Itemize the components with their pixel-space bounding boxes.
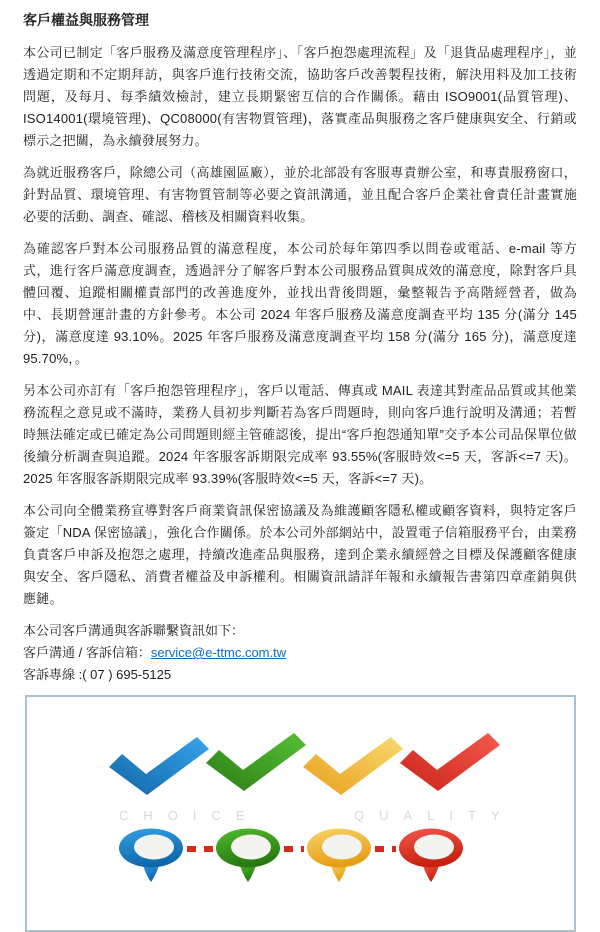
paragraph-service-offices: 為就近服務客戶，除總公司（高雄園區廠），並於北部設有客服專責辦公室，和專責服務窗口，針對品質、環境管理、有害物質管制等必要之資訊溝通，並且配合客戶企業社會責任計畫實施必要的活動、調查、確認、稽核及相關資料收集。 — [23, 165, 577, 224]
paragraph-nda-privacy: 本公司向全體業務宣導對客戶商業資訊保密協議及為維護顧客隱私權或顧客資料，與特定客戶簽定「NDA 保密協議」，強化合作關係。於本公司外部網站中，設置電子信箱服務平台，由業務負責客戶申訴及抱怨之處理，持續改進產品與服務，達到企業永續經營之目標及保護顧客健康與安全、客戶隱私、消費者權益及申訴權利。相關資訊請詳年報和永續報告書第四章產銷與供應鏈。 — [23, 503, 577, 606]
paragraph-service-procedures: 本公司已制定「客戶服務及滿意度管理程序」、「客戶抱怨處理流程」及「退貨品處理程序」，並透過定期和不定期拜訪，與客戶進行技術交流，協助客戶改善製程技術，解決用料及加工技術問題，及每月、每季績效檢討，建立長期緊密互信的合作關係。藉由 ISO9001(品質管理)、ISO14001(環境管理)、QC08000(有害物質管理)，落實產品與服務之客戶健康與安全、行銷或標示之把關，為永續發展努力。 — [23, 45, 577, 148]
blue-checkmark-icon — [109, 737, 209, 795]
paragraph-complaint-procedure: 另本公司亦訂有「客戶抱怨管理程序」，客戶以電話、傳真或 MAIL 表達其對產品品質或其他業務流程之意見或不滿時，業務人員初步判斷若為客戶問題時，則向客戶進行說明及溝通；若暫時無法確定或已確定為公司問題則經主管確認後，提出“客戶抱怨通知單”交予本公司品保單位做後續分析調查與追蹤。2024 年客服客訴期限完成率 93.55%(客服時效<=5 天，客訴<=7 天)。2025 年客服客訴期限完成率 93.39%(客服時效<=5 天，客訴<=7 天)。 — [23, 383, 577, 486]
yellow-pin-icon — [307, 829, 371, 883]
green-pin-icon — [216, 829, 280, 883]
contact-info — [23, 620, 577, 686]
choice-word: CHOICE — [119, 808, 260, 823]
quality-word: QUALITY — [354, 808, 515, 823]
contact-phone-line: 客訴專線 :( 07 ) 695-5125 — [23, 667, 172, 682]
choice-quality-artwork — [27, 697, 574, 930]
choice-quality-figure — [25, 695, 576, 932]
red-pin-icon — [399, 829, 463, 883]
blue-pin-icon — [119, 829, 183, 883]
page-title: 客戶權益與服務管理 — [23, 12, 149, 28]
paragraph-satisfaction-survey: 為確認客戶對本公司服務品質的滿意程度，本公司於每年第四季以問卷或電話、e-mail 等方式，進行客戶滿意度調查，透過評分了解客戶對本公司服務品質與成效的滿意度，除對客戶具體回覆、追蹤相關權責部門的改善進度外，並找出背後問題，彙整報告予高階經營者，做為中、長期營運計畫的方針參考。本公司 2024 年客戶服務及滿意度調查平均 135 分(滿分 145 分)，滿意度達 93.10%。2025 年客戶服務及滿意度調查平均 158 分(滿分 165 分)，滿意度達 95.70%，。 — [23, 241, 577, 366]
green-checkmark-icon — [206, 733, 306, 791]
red-checkmark-icon — [400, 733, 500, 791]
yellow-checkmark-icon — [303, 737, 403, 795]
contact-email-label: 客戶溝通 / 客訴信箱： — [23, 645, 151, 660]
email-link[interactable]: service@e-ttmc.com.tw — [150, 645, 287, 660]
contact-intro: 本公司客戶溝通與客訴聯繫資訊如下： — [23, 623, 245, 638]
contact-email-line — [23, 642, 577, 664]
